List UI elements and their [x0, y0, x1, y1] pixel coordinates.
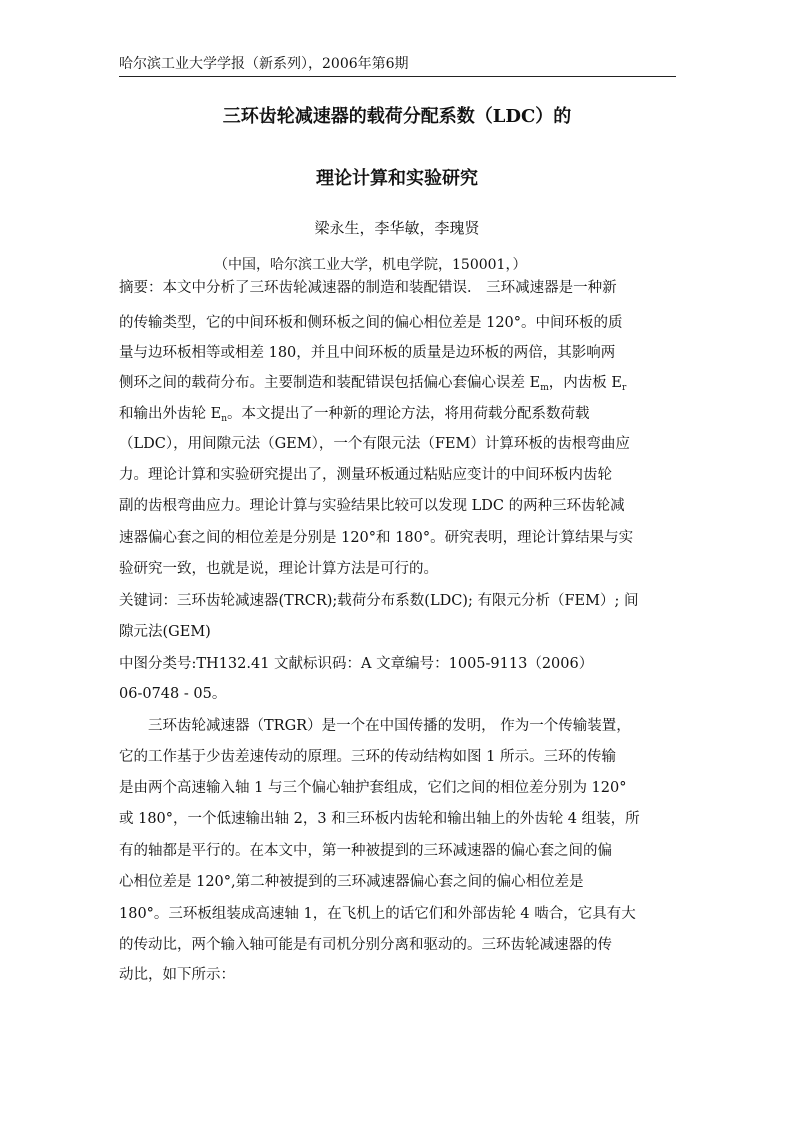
- journal-header: 哈尔滨工业大学学报（新系列），2006年第6期: [119, 56, 409, 72]
- subscript: n: [221, 414, 227, 424]
- abstract-line: （LDC），用间隙元法（GEM），一个有限元法（FEM）计算环板的齿根弯曲应: [119, 436, 630, 452]
- abstract-text: 侧环之间的载荷分布。主要制造和装配错误包括偏心套偏心误差 E: [119, 375, 541, 391]
- body-line: 是由两个高速输入轴 1 与三个偏心轴护套组成，它们之间的相位差分别为 120°: [119, 780, 627, 796]
- body-line: 有的轴都是平行的。在本文中，第一种被提到的三环减速器的偏心套之间的偏: [119, 843, 612, 859]
- body-line: 动比，如下所示：: [119, 967, 235, 983]
- abstract-line: 量与边环板相等或相差 180，并且中间环板的质量是边环板的两倍，其影响两: [119, 345, 616, 361]
- keywords-line: 隙元法(GEM): [119, 624, 211, 640]
- abstract-text: 。本文提出了一种新的理论方法，将用荷载分配系数荷载: [227, 406, 590, 422]
- abstract-line: [119, 403, 590, 430]
- abstract-line: 力。理论计算和实验研究提出了，测量环板通过粘贴应变计的中间环板内齿轮: [119, 467, 612, 483]
- abstract-text: 和输出外齿轮 E: [119, 406, 222, 422]
- body-line: 180°。三环板组装成高速轴 1，在飞机上的话它们和外部齿轮 4 啮合，它具有大: [119, 906, 636, 922]
- keywords-line: 关键词：三环齿轮减速器(TRCR);载荷分布系数(LDC); 有限元分析（FEM）; 间: [119, 593, 639, 609]
- abstract-line: 验研究一致，也就是说，理论计算方法是可行的。: [119, 561, 438, 577]
- abstract-line: 的传输类型，它的中间环板和侧环板之间的偏心相位差是 120°。中间环板的质: [119, 315, 623, 331]
- abstract-line: 副的齿根弯曲应力。理论计算与实验结果比较可以发现 LDC 的两种三环齿轮减: [119, 498, 625, 514]
- authors: 梁永生，李华敏，李瑰贤: [314, 219, 480, 237]
- body-line: 或 180°，一个低速输出轴 2，3 和三环板内齿轮和输出轴上的外齿轮 4 组装，所: [119, 811, 640, 827]
- subscript: r: [621, 383, 627, 393]
- subscript: m: [540, 383, 549, 393]
- abstract-text: ，内齿板 E: [548, 375, 622, 391]
- body-line: 心相位差是 120°,第二种被提到的三环减速器偏心套之间的偏心相位差是: [119, 874, 584, 890]
- abstract-line: 摘要：本文中分析了三环齿轮减速器的制造和装配错误． 三环减速器是一种新: [119, 280, 617, 296]
- affiliation: （中国，哈尔滨工业大学，机电学院，150001，）: [214, 257, 527, 273]
- body-line: 的传动比，两个输入轴可能是有司机分别分离和驱动的。三环齿轮减速器的传: [119, 937, 612, 953]
- body-line: 它的工作基于少齿差速传动的原理。三环的传动结构如图 1 所示。三环的传输: [119, 749, 616, 765]
- abstract-line: [119, 372, 626, 399]
- abstract-line: 速器偏心套之间的相位差是分别是 120°和 180°。研究表明，理论计算结果与实: [119, 530, 634, 546]
- header-rule: [119, 76, 676, 77]
- classification-line: 中图分类号:TH132.41 文献标识码：A 文章编号：1005-9113（2006）: [119, 656, 594, 672]
- title-line-1: 三环齿轮减速器的载荷分配系数（LDC）的: [222, 106, 572, 127]
- classification-line: 06-0748 - 05。: [119, 686, 227, 702]
- title-line-2: 理论计算和实验研究: [316, 168, 478, 189]
- body-line: 三环齿轮减速器（TRGR）是一个在中国传播的发明， 作为一个传输装置，: [148, 718, 631, 734]
